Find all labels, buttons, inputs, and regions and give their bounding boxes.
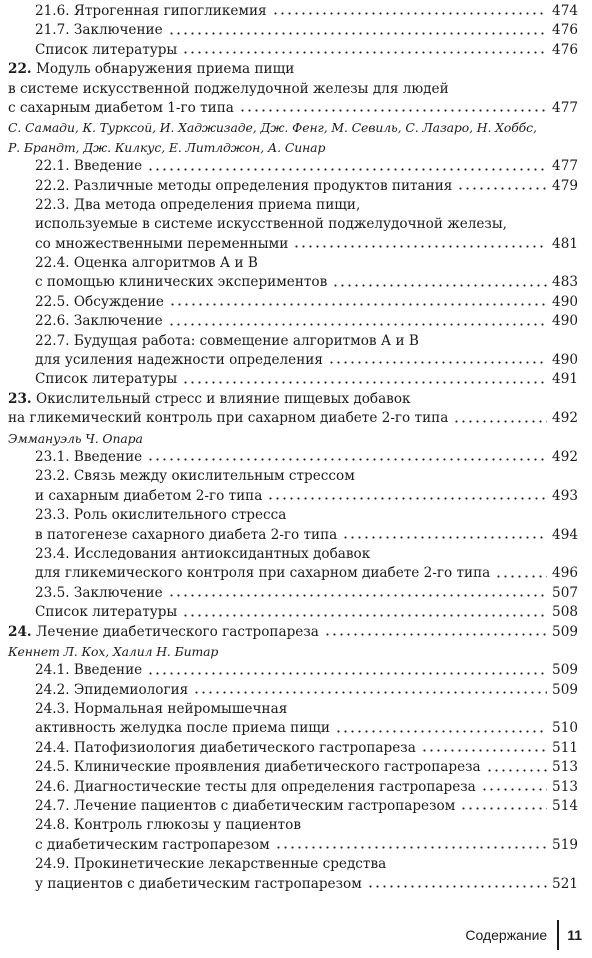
- toc-page-number: 496: [552, 565, 578, 582]
- toc-entry-title: 24.8. Контроль глюкозы у пациентов: [35, 817, 302, 834]
- toc-entry: [8, 526, 578, 545]
- toc-page-number: 477: [552, 99, 578, 116]
- dot-leader: [272, 11, 547, 16]
- toc-entry-text: [35, 719, 330, 738]
- dot-leader: [342, 535, 547, 540]
- toc-entry-title: Список литературы: [35, 604, 178, 621]
- toc-entry-text: [35, 758, 481, 777]
- toc-entry-title: Лечение диабетического гастропареза: [31, 623, 319, 640]
- toc-entry: [8, 836, 578, 855]
- toc-entry-text: [35, 254, 258, 273]
- toc-entry-title: 21.7. Заключение: [35, 22, 163, 39]
- toc-entry-text: [35, 778, 476, 797]
- toc-page-number: 490: [552, 293, 578, 310]
- toc-entry-title: 24.1. Введение: [35, 662, 143, 679]
- toc-entry: [8, 312, 578, 331]
- toc-entry: [8, 739, 578, 758]
- toc-entry-text: [35, 584, 163, 603]
- toc-entry-text: [35, 875, 362, 894]
- toc-entry-title: Список литературы: [35, 371, 178, 388]
- toc-page-number: 483: [552, 274, 578, 291]
- toc-entry: [8, 196, 578, 215]
- toc-chapter-line: [8, 99, 578, 118]
- toc-entry-title: 22.2. Различные методы определения продуктов питания: [35, 177, 453, 194]
- toc-entry-title: и сахарным диабетом 2-го типа: [35, 487, 263, 504]
- toc-entry-title: 24.2. Эпидемиология: [35, 681, 189, 698]
- dot-leader: [182, 380, 547, 385]
- dot-leader: [267, 496, 547, 501]
- toc-entry: [8, 564, 578, 583]
- dot-leader: [495, 574, 547, 579]
- toc-entry: [8, 293, 578, 312]
- toc-entry: [8, 2, 578, 21]
- toc-page-number: 509: [552, 623, 578, 640]
- toc-entry-title: 22.3. Два метода определения приема пищи,: [35, 196, 361, 213]
- toc-entry-text: [35, 681, 188, 700]
- toc-entry: [8, 603, 578, 622]
- toc-entry-title: 22.6. Заключение: [35, 313, 163, 330]
- toc-page-number: 510: [552, 720, 578, 737]
- toc-page-number: 477: [552, 158, 578, 175]
- toc-entry-text: [8, 623, 319, 642]
- running-header-section: Содержание: [465, 927, 548, 943]
- toc-entry-title: 23.1. Введение: [35, 448, 143, 465]
- toc-entry-text: [8, 60, 294, 79]
- toc-entry-text: [35, 351, 323, 370]
- toc-entry-text: [35, 545, 370, 564]
- toc-chapter-line: [8, 409, 578, 428]
- toc-entry-text: [35, 21, 163, 40]
- dot-leader: [293, 244, 547, 249]
- toc-entry-title: 23.2. Связь между окислительным стрессом: [35, 468, 355, 485]
- toc-authors: [8, 429, 578, 448]
- toc-entry-title: в патогенезе сахарного диабета 2-го типа: [35, 526, 338, 543]
- toc-entry-text: [35, 526, 337, 545]
- toc-entry-title: со множественными переменными: [35, 235, 289, 252]
- toc-page-number: 513: [552, 778, 578, 795]
- toc-page-number: 492: [552, 448, 578, 465]
- toc-entry: [8, 875, 578, 894]
- toc-entry: [8, 254, 578, 273]
- toc-entry: [8, 816, 578, 835]
- toc-entry: [8, 332, 578, 351]
- toc-page-number: 507: [552, 584, 578, 601]
- dot-leader: [421, 748, 547, 753]
- toc-entry-title: С. Самади, К. Турксой, И. Хаджизаде, Дж. Фенг, М. Севиль, С. Лазаро, Н. Хоббс,: [8, 120, 537, 136]
- toc-entry: [8, 758, 578, 777]
- toc-entry: [8, 273, 578, 292]
- toc-entry: [8, 235, 578, 254]
- toc-authors: [8, 642, 578, 661]
- toc-entry: [8, 448, 578, 467]
- toc-entry-text: [35, 467, 355, 486]
- toc-page-number: 474: [552, 3, 578, 19]
- toc-entry-text: [35, 370, 177, 389]
- toc-entry: [8, 661, 578, 680]
- toc-entry-title: у пациентов с диабетическим гастропарезом: [35, 875, 362, 892]
- toc-page-number: 476: [552, 41, 578, 58]
- dot-leader: [457, 186, 547, 191]
- toc-entry-title: 23.3. Роль окислительного стресса: [35, 507, 287, 524]
- toc-entry-text: [35, 41, 177, 60]
- toc-entry-text: [35, 855, 386, 874]
- toc-entry-text: [35, 215, 507, 234]
- toc-authors: [8, 118, 578, 137]
- toc-entry-title: 22.7. Будущая работа: совмещение алгоритмов А и В: [35, 332, 419, 349]
- toc-entry: [8, 351, 578, 370]
- toc-page-number: 513: [552, 759, 578, 776]
- chapter-number: 23.: [8, 390, 32, 407]
- toc-page-number: 493: [552, 487, 578, 504]
- chapter-number: 22.: [8, 61, 32, 78]
- toc-entry-text: [35, 700, 287, 719]
- toc-entry-text: [35, 816, 301, 835]
- toc-chapter-line: [8, 80, 578, 99]
- dot-leader: [335, 729, 547, 734]
- toc-entry-text: [35, 797, 455, 816]
- dot-leader: [182, 613, 547, 618]
- toc-page-number: 511: [552, 739, 578, 756]
- toc-entry: [8, 545, 578, 564]
- toc-entry-title: 23.4. Исследования антиоксидантных добавок: [35, 545, 371, 562]
- toc-entry-text: [8, 99, 234, 118]
- toc-page-number: 479: [552, 177, 578, 194]
- toc-page-number: 490: [552, 313, 578, 330]
- toc-entry-text: [8, 642, 218, 661]
- dot-leader: [275, 845, 547, 850]
- toc-page-number: 509: [552, 662, 578, 679]
- toc-entry: [8, 370, 578, 389]
- toc-entry-text: [8, 409, 448, 428]
- toc-entry-text: [35, 235, 288, 254]
- toc-authors: [8, 138, 578, 157]
- toc-entry-title: используемые в системе искусственной поджелудочной железы,: [35, 216, 507, 233]
- toc-entry-title: 24.4. Патофизиология диабетического гастропареза: [35, 739, 416, 756]
- toc-entry-text: [35, 312, 163, 331]
- toc-entry-title: с помощью клинических экспериментов: [35, 274, 328, 291]
- toc-entry: [8, 797, 578, 816]
- dot-leader: [481, 787, 547, 792]
- toc-chapter-line: [8, 390, 578, 409]
- toc-entry-text: [8, 118, 537, 137]
- toc-entry-text: [35, 739, 416, 758]
- toc-page-number: 509: [552, 681, 578, 698]
- toc-page-number: 481: [552, 235, 578, 252]
- dot-leader: [328, 360, 547, 365]
- dot-leader: [168, 322, 547, 327]
- toc-entry-title: в системе искусственной поджелудочной железы для людей: [8, 80, 449, 97]
- toc-entry: [8, 506, 578, 525]
- dot-leader: [168, 593, 547, 598]
- toc-entry-text: [35, 2, 267, 21]
- toc-entry-text: [35, 448, 142, 467]
- toc-entry: [8, 177, 578, 196]
- toc-entry-title: Эммануэль Ч. Опара: [8, 430, 143, 446]
- toc-entry-text: [35, 661, 142, 680]
- toc-entry-title: 22.4. Оценка алгоритмов А и В: [35, 255, 258, 272]
- toc-entry: [8, 467, 578, 486]
- page-footer: [465, 920, 582, 950]
- dot-leader: [147, 457, 547, 462]
- dot-leader: [147, 167, 547, 172]
- toc-entry-title: 22.5. Обсуждение: [35, 293, 164, 310]
- toc-entry: [8, 700, 578, 719]
- toc-entry: [8, 855, 578, 874]
- toc-entry-text: [8, 429, 143, 448]
- toc-entry-text: [8, 138, 325, 157]
- toc-entry-title: на гликемический контроль при сахарном диабете 2-го типа: [8, 410, 449, 427]
- toc-entry-title: Список литературы: [35, 41, 178, 58]
- toc-entry-title: Кеннет Л. Кох, Халил Н. Битар: [8, 643, 219, 659]
- toc-page-number: 476: [552, 22, 578, 39]
- dot-leader: [182, 50, 547, 55]
- toc-entry-text: [35, 273, 327, 292]
- dot-leader: [324, 632, 547, 637]
- toc-chapter-line: [8, 60, 578, 79]
- dot-leader: [453, 419, 547, 424]
- toc-entry-title: с диабетическим гастропарезом: [35, 836, 270, 853]
- dot-leader: [486, 768, 547, 773]
- toc-entry-title: Р. Брандт, Дж. Килкус, Е. Литлджон, А. Синар: [8, 139, 326, 155]
- toc-entry-title: 24.9. Прокинетические лекарственные средства: [35, 856, 387, 873]
- toc-entry-title: Модуль обнаружения приема пищи: [31, 61, 295, 78]
- toc-entry-text: [35, 564, 490, 583]
- toc-page-number: 494: [552, 526, 578, 543]
- toc-entry-text: [35, 196, 360, 215]
- toc-entry: [8, 778, 578, 797]
- toc-entry-text: [8, 80, 449, 99]
- toc-entry-title: 22.1. Введение: [35, 158, 143, 175]
- dot-leader: [193, 690, 547, 695]
- dot-leader: [147, 671, 547, 676]
- dot-leader: [332, 283, 547, 288]
- toc-entry-text: [35, 293, 164, 312]
- toc-page-number: 514: [552, 798, 578, 815]
- toc-entry-text: [35, 177, 452, 196]
- toc-page-number: 492: [552, 410, 578, 427]
- toc-entry-title: 21.6. Ятрогенная гипогликемия: [35, 3, 267, 19]
- toc-entry-text: [35, 487, 262, 506]
- dot-leader: [367, 884, 547, 889]
- toc-entry-title: активность желудка после приема пищи: [35, 720, 330, 737]
- toc-entry: [8, 584, 578, 603]
- toc-page-number: 521: [552, 875, 578, 892]
- toc-entry-text: [35, 836, 270, 855]
- toc-page-number: 519: [552, 836, 578, 853]
- toc-entry: [8, 215, 578, 234]
- toc-entry-title: 24.6. Диагностические тесты для определения гастропареза: [35, 778, 476, 795]
- toc-page-number: 508: [552, 604, 578, 621]
- toc-entry-text: [35, 603, 177, 622]
- toc-entry: [8, 21, 578, 40]
- chapter-number: 24.: [8, 623, 32, 640]
- dot-leader: [239, 108, 547, 113]
- toc-entry: [8, 487, 578, 506]
- toc-entry-text: [8, 390, 411, 409]
- toc-entry-title: 24.3. Нормальная нейромышечная: [35, 701, 288, 718]
- toc-page-number: 491: [552, 371, 578, 388]
- toc-entry-title: с сахарным диабетом 1-го типа: [8, 99, 234, 116]
- toc-entry-title: 24.5. Клинические проявления диабетического гастропареза: [35, 759, 481, 776]
- page-number: 11: [567, 927, 582, 943]
- toc-entry-text: [35, 506, 286, 525]
- table-of-contents: [8, 2, 578, 894]
- toc-page-number: 490: [552, 352, 578, 369]
- toc-entry: [8, 157, 578, 176]
- dot-leader: [169, 302, 547, 307]
- toc-entry-title: Окислительный стресс и влияние пищевых добавок: [31, 390, 411, 407]
- footer-divider: [557, 920, 559, 950]
- toc-entry-title: 23.5. Заключение: [35, 584, 163, 601]
- toc-entry: [8, 719, 578, 738]
- toc-entry-text: [35, 332, 419, 351]
- toc-entry-text: [35, 157, 142, 176]
- toc-entry-title: для гликемического контроля при сахарном диабете 2-го типа: [35, 565, 491, 582]
- toc-chapter-line: [8, 623, 578, 642]
- dot-leader: [460, 806, 547, 811]
- dot-leader: [168, 31, 547, 36]
- toc-entry: [8, 681, 578, 700]
- toc-entry: [8, 41, 578, 60]
- toc-entry-title: 24.7. Лечение пациентов с диабетическим гастропарезом: [35, 798, 456, 815]
- toc-entry-title: для усиления надежности определения: [35, 352, 323, 369]
